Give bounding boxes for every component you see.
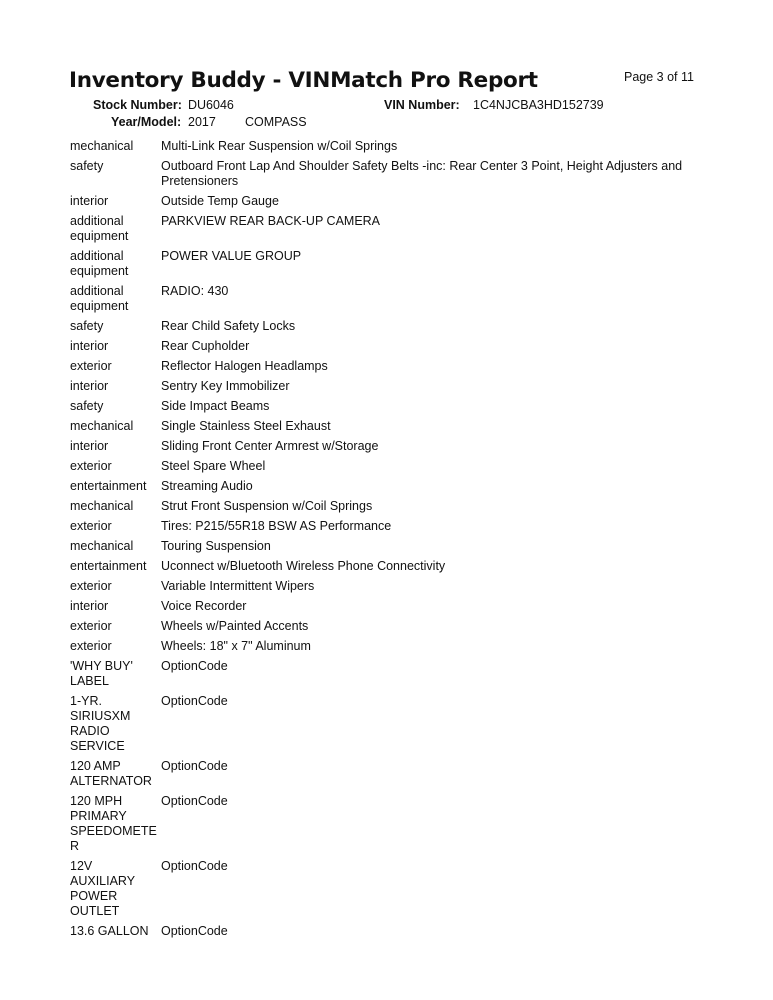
equipment-list bbox=[70, 139, 710, 944]
equipment-row bbox=[70, 284, 710, 314]
category-line: equipment bbox=[70, 299, 129, 313]
category-line: ALTERNATOR bbox=[70, 774, 152, 788]
category-line: interior bbox=[70, 194, 109, 208]
equipment-row bbox=[70, 639, 710, 654]
category-line: 12V bbox=[70, 859, 93, 873]
equipment-category bbox=[70, 194, 161, 209]
equipment-row bbox=[70, 539, 710, 554]
category-line: mechanical bbox=[70, 419, 134, 433]
equipment-row bbox=[70, 399, 710, 414]
stock-number-label: Stock Number: bbox=[93, 98, 182, 112]
category-line: equipment bbox=[70, 229, 129, 243]
equipment-row bbox=[70, 359, 710, 374]
equipment-category bbox=[70, 659, 161, 689]
equipment-row bbox=[70, 759, 710, 789]
equipment-row bbox=[70, 794, 710, 854]
equipment-description: Rear Cupholder bbox=[161, 339, 250, 353]
category-line: interior bbox=[70, 339, 109, 353]
category-line: safety bbox=[70, 319, 104, 333]
equipment-description: Sliding Front Center Armrest w/Storage bbox=[161, 439, 379, 453]
equipment-category bbox=[70, 619, 161, 634]
equipment-row bbox=[70, 339, 710, 354]
equipment-row bbox=[70, 379, 710, 394]
equipment-description: Reflector Halogen Headlamps bbox=[161, 359, 328, 373]
equipment-row bbox=[70, 439, 710, 454]
category-line: SERVICE bbox=[70, 739, 125, 753]
report-title: Inventory Buddy - VINMatch Pro Report bbox=[69, 68, 538, 93]
equipment-category bbox=[70, 694, 161, 754]
equipment-row bbox=[70, 659, 710, 689]
equipment-description: Streaming Audio bbox=[161, 479, 253, 493]
equipment-description: Side Impact Beams bbox=[161, 399, 270, 413]
equipment-row bbox=[70, 519, 710, 534]
equipment-category bbox=[70, 379, 161, 394]
equipment-description: Outside Temp Gauge bbox=[161, 194, 279, 208]
category-line: mechanical bbox=[70, 539, 134, 553]
category-line: OUTLET bbox=[70, 904, 120, 918]
equipment-row bbox=[70, 419, 710, 434]
category-line: additional bbox=[70, 284, 124, 298]
category-line: entertainment bbox=[70, 479, 147, 493]
category-line: SPEEDOMETE bbox=[70, 824, 157, 838]
equipment-category bbox=[70, 139, 161, 154]
equipment-description: OptionCode bbox=[161, 694, 228, 708]
equipment-row bbox=[70, 924, 710, 939]
category-line: 120 AMP bbox=[70, 759, 121, 773]
equipment-row bbox=[70, 214, 710, 244]
equipment-description: Rear Child Safety Locks bbox=[161, 319, 296, 333]
equipment-row bbox=[70, 619, 710, 634]
equipment-description: Single Stainless Steel Exhaust bbox=[161, 419, 331, 433]
equipment-row bbox=[70, 599, 710, 614]
category-line: AUXILIARY bbox=[70, 874, 136, 888]
category-line: PRIMARY bbox=[70, 809, 127, 823]
equipment-description: Touring Suspension bbox=[161, 539, 271, 553]
category-line: 1-YR. bbox=[70, 694, 102, 708]
equipment-row bbox=[70, 579, 710, 594]
equipment-description: Voice Recorder bbox=[161, 599, 247, 613]
equipment-description: Wheels w/Painted Accents bbox=[161, 619, 309, 633]
equipment-description: Uconnect w/Bluetooth Wireless Phone Connectivity bbox=[161, 559, 446, 573]
equipment-description: OptionCode bbox=[161, 659, 228, 673]
category-line: equipment bbox=[70, 264, 129, 278]
category-line: 'WHY BUY' bbox=[70, 659, 133, 673]
equipment-category bbox=[70, 439, 161, 454]
category-line: interior bbox=[70, 599, 109, 613]
category-line: mechanical bbox=[70, 499, 134, 513]
model-value: COMPASS bbox=[245, 115, 307, 129]
category-line: additional bbox=[70, 249, 124, 263]
equipment-category bbox=[70, 419, 161, 434]
equipment-description: Variable Intermittent Wipers bbox=[161, 579, 315, 593]
stock-number-value: DU6046 bbox=[188, 98, 234, 112]
equipment-category bbox=[70, 399, 161, 414]
equipment-description: OptionCode bbox=[161, 794, 228, 808]
equipment-category bbox=[70, 859, 161, 919]
equipment-description: RADIO: 430 bbox=[161, 284, 229, 298]
equipment-description: POWER VALUE GROUP bbox=[161, 249, 302, 263]
equipment-category bbox=[70, 499, 161, 514]
equipment-row bbox=[70, 459, 710, 474]
category-line: mechanical bbox=[70, 139, 134, 153]
equipment-category bbox=[70, 359, 161, 374]
vin-number-value: 1C4NJCBA3HD152739 bbox=[473, 98, 604, 112]
equipment-row bbox=[70, 249, 710, 279]
equipment-category bbox=[70, 249, 161, 279]
equipment-row bbox=[70, 859, 710, 919]
equipment-category bbox=[70, 159, 161, 189]
category-line: LABEL bbox=[70, 674, 109, 688]
equipment-description: Sentry Key Immobilizer bbox=[161, 379, 290, 393]
equipment-category bbox=[70, 559, 161, 574]
equipment-category bbox=[70, 479, 161, 494]
category-line: exterior bbox=[70, 579, 112, 593]
equipment-description: Wheels: 18" x 7" Aluminum bbox=[161, 639, 311, 653]
equipment-row bbox=[70, 479, 710, 494]
equipment-category bbox=[70, 284, 161, 314]
equipment-row bbox=[70, 194, 710, 209]
equipment-description: Outboard Front Lap And Shoulder Safety Belts -inc: Rear Center 3 Point, Height Adjusters and Pretensioners bbox=[161, 159, 683, 188]
equipment-category bbox=[70, 459, 161, 474]
equipment-category bbox=[70, 214, 161, 244]
equipment-category bbox=[70, 924, 161, 939]
equipment-row bbox=[70, 319, 710, 334]
equipment-description: PARKVIEW REAR BACK-UP CAMERA bbox=[161, 214, 381, 228]
equipment-category bbox=[70, 794, 161, 854]
category-line: exterior bbox=[70, 359, 112, 373]
category-line: exterior bbox=[70, 639, 112, 653]
equipment-description: Tires: P215/55R18 BSW AS Performance bbox=[161, 519, 392, 533]
equipment-row bbox=[70, 559, 710, 574]
equipment-category bbox=[70, 759, 161, 789]
equipment-description: Strut Front Suspension w/Coil Springs bbox=[161, 499, 373, 513]
category-line: additional bbox=[70, 214, 124, 228]
category-line: POWER bbox=[70, 889, 118, 903]
category-line: safety bbox=[70, 159, 104, 173]
category-line: interior bbox=[70, 439, 109, 453]
category-line: 120 MPH bbox=[70, 794, 123, 808]
category-line: 13.6 GALLON bbox=[70, 924, 149, 938]
equipment-description: OptionCode bbox=[161, 759, 228, 773]
equipment-category bbox=[70, 519, 161, 534]
equipment-category bbox=[70, 539, 161, 554]
category-line: exterior bbox=[70, 619, 112, 633]
category-line: exterior bbox=[70, 459, 112, 473]
equipment-description: Multi-Link Rear Suspension w/Coil Springs bbox=[161, 139, 398, 153]
category-line: safety bbox=[70, 399, 104, 413]
page-number: Page 3 of 11 bbox=[624, 70, 694, 84]
vin-number-label: VIN Number: bbox=[384, 98, 460, 112]
category-line: interior bbox=[70, 379, 109, 393]
equipment-row bbox=[70, 499, 710, 514]
equipment-category bbox=[70, 319, 161, 334]
category-line: entertainment bbox=[70, 559, 147, 573]
year-model-label: Year/Model: bbox=[111, 115, 182, 129]
category-line: SIRIUSXM bbox=[70, 709, 131, 723]
equipment-row bbox=[70, 694, 710, 754]
equipment-row bbox=[70, 159, 710, 189]
equipment-category bbox=[70, 579, 161, 594]
category-line: RADIO bbox=[70, 724, 110, 738]
year-value: 2017 bbox=[188, 115, 216, 129]
equipment-row bbox=[70, 139, 710, 154]
equipment-category bbox=[70, 339, 161, 354]
category-line: R bbox=[70, 839, 80, 853]
equipment-description: OptionCode bbox=[161, 924, 228, 938]
equipment-category bbox=[70, 599, 161, 614]
category-line: exterior bbox=[70, 519, 112, 533]
equipment-description: OptionCode bbox=[161, 859, 228, 873]
equipment-category bbox=[70, 639, 161, 654]
equipment-description: Steel Spare Wheel bbox=[161, 459, 266, 473]
